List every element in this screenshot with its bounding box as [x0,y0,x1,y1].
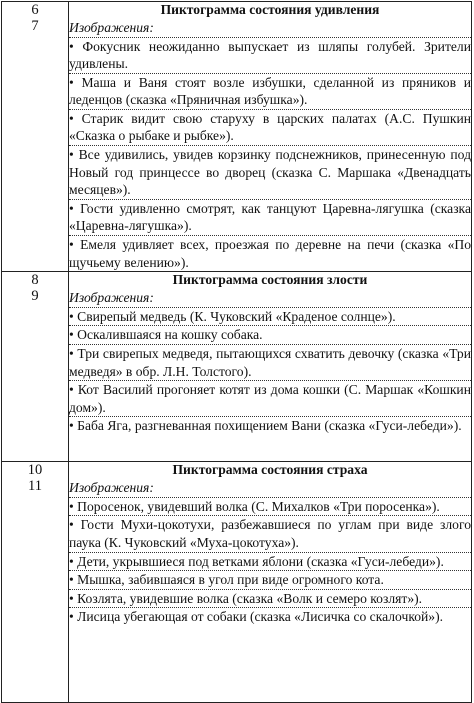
lesson-number: 8 [31,272,39,289]
lesson-number: 10 [27,462,43,479]
list-item: • Три свирепых медведя, пытающихся схватить девочку (сказка «Три медведя» в обр. Л.Н. Толстого). [69,345,471,379]
lesson-numbers [2,2,69,272]
list-item: • Старик видит свою старуху в царских палатах (А.С. Пушкин «Сказка о рыбаке и рыбке»). [69,110,471,144]
list-item: • Свирепый медведь (К. Чуковский «Краденое солнце»). [69,307,471,326]
list-item: • Кот Василий прогоняет котят из дома кошки (С. Маршак «Кошкин дом»). [69,382,471,415]
list-item: • Оскалившаяся на кошку собака. [69,325,471,344]
lesson-numbers [2,462,69,703]
lesson-number: 9 [31,288,39,305]
list-item: • Емеля удивляет всех, проезжая по деревне на печи (сказка «По щучьему велению»). [69,237,471,270]
section-heading: Пиктограмма состояния злости [172,272,368,288]
lesson-numbers [2,272,69,462]
table-row [2,462,472,703]
list-item: • Мышка, забившаяся в угол при виде огромного кота. [69,570,471,589]
list-item: • Козлята, увидевшие волка (сказка «Волк и семеро козлят»). [69,589,471,608]
section-subheading: Изображения: [69,20,154,35]
list-item: • Маша и Ваня стоят возле избушки, сделанной из пряников и леденцов (сказка «Пряничная избушка»). [69,74,471,108]
lesson-number: 6 [31,2,39,18]
section-heading: Пиктограмма состояния удивления [160,2,380,17]
list-item: • Поросенок, увидевший волка (С. Михалков «Три поросенка»). [69,497,471,516]
list-item: • Лисица убегающая от собаки (сказка «Лисичка со скалочкой»). [69,607,471,626]
table-row [2,2,472,272]
list-item: • Фокусник неожиданно выпускает из шляпы голубей. Зрители удивлены. [69,38,471,72]
section-content [69,272,472,462]
list-item: • Гости Мухи-цокотухи, разбежавшиеся по углам при виде злого паука (К. Чуковский «Муха-цокотуха»). [69,517,471,550]
section-content [69,462,472,703]
list-item: • Все удивились, увидев корзинку подснежников, принесенную под Новый год принцессе во дворец (сказка С. Маршака «Двенадцать месяцев»). [69,147,471,198]
list-item: • Гости удивленно смотрят, как танцуют Царевна-лягушка (сказка «Царевна-лягушка»). [69,200,471,234]
section-heading: Пиктограмма состояния страха [172,462,368,478]
list-item: • Дети, укрывшиеся под ветками яблони (сказка «Гуси-лебеди»). [69,552,471,571]
lessons-table [1,1,472,703]
lesson-number: 11 [28,478,42,495]
section-subheading: Изображения: [69,480,154,496]
table-row [2,272,472,462]
list-item: • Баба Яга, разгневанная похищением Вани (сказка «Гуси-лебеди»). [69,416,471,435]
section-content [69,2,472,272]
section-subheading: Изображения: [69,290,154,306]
lesson-number: 7 [31,18,39,34]
